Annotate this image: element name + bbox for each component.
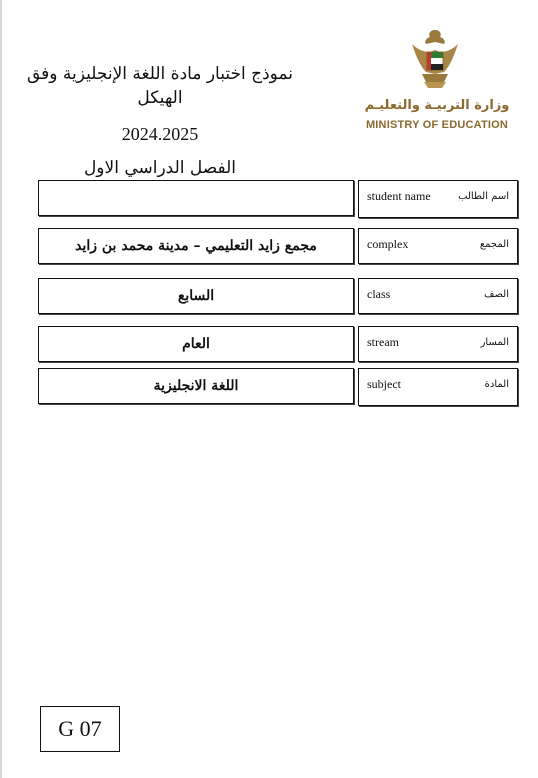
class-label-en: class (367, 287, 391, 301)
stream-label-box (358, 326, 518, 362)
exam-title: نموذج اختبار مادة اللغة الإنجليزية وفق الهيكل (26, 64, 293, 108)
exam-title-block (20, 62, 300, 180)
grade-code-box: G 07 (40, 706, 120, 752)
student-name-label-en: student name (367, 189, 431, 203)
complex-field[interactable]: مجمع زايد التعليمي – مدينة محمد بن زايد (38, 228, 354, 264)
subject-label-ar: المادة (484, 379, 509, 390)
term-label: الفصل الدراسي الاول (83, 158, 237, 178)
complex-label-ar: المجمع (479, 239, 509, 250)
falcon-emblem-icon (406, 26, 464, 90)
complex-label-box (358, 228, 518, 264)
student-name-label-ar: اسم الطالب (458, 191, 509, 202)
stream-field[interactable]: العام (38, 326, 354, 362)
class-label-box (358, 278, 518, 314)
stream-label-ar: المسار (480, 337, 509, 348)
ministry-logo (362, 26, 512, 138)
ministry-name-english: MINISTRY OF EDUCATION (365, 119, 509, 131)
page-edge (0, 0, 2, 778)
complex-label-en: complex (367, 237, 409, 251)
subject-label-box (358, 368, 518, 406)
subject-label-en: subject (367, 377, 401, 391)
class-field[interactable]: السابع (38, 278, 354, 314)
class-label-ar: الصف (484, 289, 509, 300)
subject-field[interactable]: اللغة الانجليزية (38, 368, 354, 404)
stream-label-en: stream (367, 335, 399, 349)
ministry-name-arabic: وزارة التربيـة والتعليـم (364, 98, 510, 113)
student-name-label-box (358, 180, 518, 218)
student-name-field[interactable] (38, 180, 354, 216)
academic-year: 2024.2025 (121, 124, 199, 144)
